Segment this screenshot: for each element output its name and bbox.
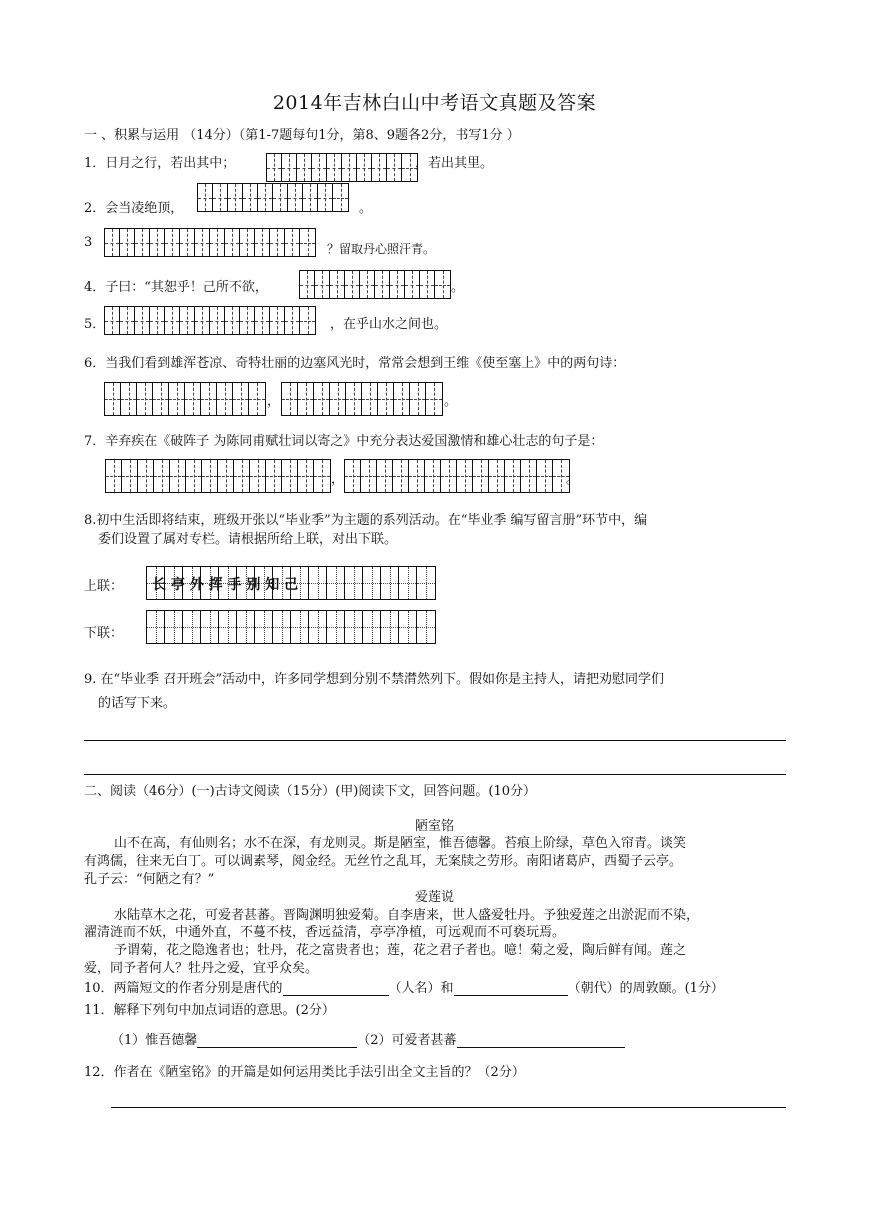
q6-text: 6．当我们看到雄浑苍凉、奇特壮丽的边塞风光时，常常会想到王维《使至塞上》中的两句诗： [84,356,626,371]
q2-answer-grid[interactable] [197,183,349,212]
q3-prefix: 3 [84,235,93,250]
q9-line2: 的话写下来。 [98,696,177,711]
poem2-line2: 濯清涟而不妖，中通外直，不蔓不枝，香远益清，亭亭净植，可远观而不可亵玩焉。 [84,925,566,940]
q8-line1: 8.初中生活即将结束，班级开张以“毕业季”为主题的系列活动。在“毕业季 编写留言册”环节中，编 [84,513,648,528]
q11-part2: （2）可爱者甚蕃 [357,1033,457,1048]
q9-answer-line-2[interactable] [84,774,786,775]
q12-answer-line[interactable] [111,1107,786,1108]
q7-answer-grid-1[interactable] [105,459,331,493]
poem1-title: 陋室铭 [414,819,454,834]
poem1-line1: 山不在高，有仙则名；水不在深，有龙则灵。斯是陋室，惟吾德馨。苔痕上阶绿，草色入帘青。谈笑 [114,836,687,851]
section1-header: 一 、积累与运用 （14分）（第1-7题每句1分，第8、9题各2分，书写1分 ） [84,128,520,143]
poem1-line2: 有鸿儒，往来无白丁。可以调素琴，阅金经。无丝竹之乱耳，无案牍之劳形。南阳诸葛庐，西蜀子云亭。 [84,854,683,869]
q10-part-a: 10．两篇短文的作者分别是唐代的 [84,981,283,996]
q7-text: 7．辛弃疾在《破阵子 为陈同甫赋壮词以寄之》中充分表达爱国激情和雄心壮志的句子是： [84,434,604,449]
poem1-line3: 孔子云：“何陋之有？” [84,872,215,887]
q11-blank-2[interactable] [457,1033,625,1048]
page-title: 2014年吉林白山中考语文真题及答案 [272,92,597,114]
poem2-title: 爱莲说 [414,890,454,905]
poem2-line4: 爱，同予者何人？牡丹之爱，宜乎众矣。 [84,961,319,976]
q7-answer-grid-2[interactable] [344,459,570,493]
q9-line1: 9. 在“毕业季 召开班会”活动中，许多同学想到分别不禁潸然列下。假如你是主持人，请把劝慰同学们 [84,672,664,687]
q2-prefix: 2．会当凌绝顶， [84,201,184,216]
q11-text: 11．解释下列句中加点词语的意思。(2分） [84,1003,335,1018]
q7-separator: ， [331,472,345,487]
q5-suffix: ，在乎山水之间也。 [330,317,448,332]
q10-blank-dynasty[interactable] [454,981,568,996]
q8-upper-label: 上联： [84,579,124,594]
q10-part-c: （朝代）的周敦颐。(1分） [567,981,724,996]
q4-prefix: 4．子曰：“其恕乎！己所不欲， [84,280,268,295]
q8-upper-couplet-text: 长 亭 外 挥 手 别 知 己 [152,577,299,593]
q1-prefix: 1．日月之行，若出其中； [84,156,236,171]
q6-separator: ， [267,394,281,409]
q12-text: 12．作者在《陋室铭》的开篇是如何运用类比手法引出全文主旨的？（2分） [84,1065,525,1080]
q11-part1: （1）惟吾德馨 [111,1033,198,1048]
q4-answer-grid[interactable] [299,270,451,299]
q8-lower-couplet-grid[interactable] [146,610,436,644]
q11-parts [111,1029,625,1048]
section2-header: 二、阅读（46分）(一)古诗文阅读（15分）(甲)阅读下文，回答问题。(10分） [84,784,536,799]
q10-part-b: （人名）和 [388,981,454,996]
q1-answer-grid[interactable] [266,153,418,182]
q5-answer-grid[interactable] [104,306,316,335]
poem2-line3: 予谓菊，花之隐逸者也；牡丹，花之富贵者也；莲，花之君子者也。噫！菊之爱，陶后鲜有闻。莲之 [114,943,687,958]
q7-end: 。 [566,472,580,487]
q4-suffix: 。 [451,280,465,295]
q8-lower-label: 下联： [84,626,124,641]
q11-blank-1[interactable] [197,1033,357,1048]
q5-prefix: 5． [84,317,106,332]
q6-answer-grid-2[interactable] [281,382,443,416]
q9-answer-line-1[interactable] [84,740,786,741]
poem2-line1: 水陆草木之花，可爱者甚蕃。晋陶渊明独爱菊。自李唐来，世人盛爱牡丹。予独爱莲之出淤泥而不染， [114,908,700,923]
q10-blank-person[interactable] [283,981,389,996]
q2-suffix: 。 [359,201,373,216]
q3-suffix: ？留取丹心照汗青。 [327,242,436,256]
q6-answer-grid-1[interactable] [104,382,266,416]
q1-suffix: ，若出其里。 [415,156,494,171]
q8-line2: 委们设置了属对专栏。请根据所给上联，对出下联。 [98,532,398,547]
q10 [84,977,724,996]
q3-answer-grid[interactable] [104,228,316,257]
q6-end: 。 [444,394,458,409]
